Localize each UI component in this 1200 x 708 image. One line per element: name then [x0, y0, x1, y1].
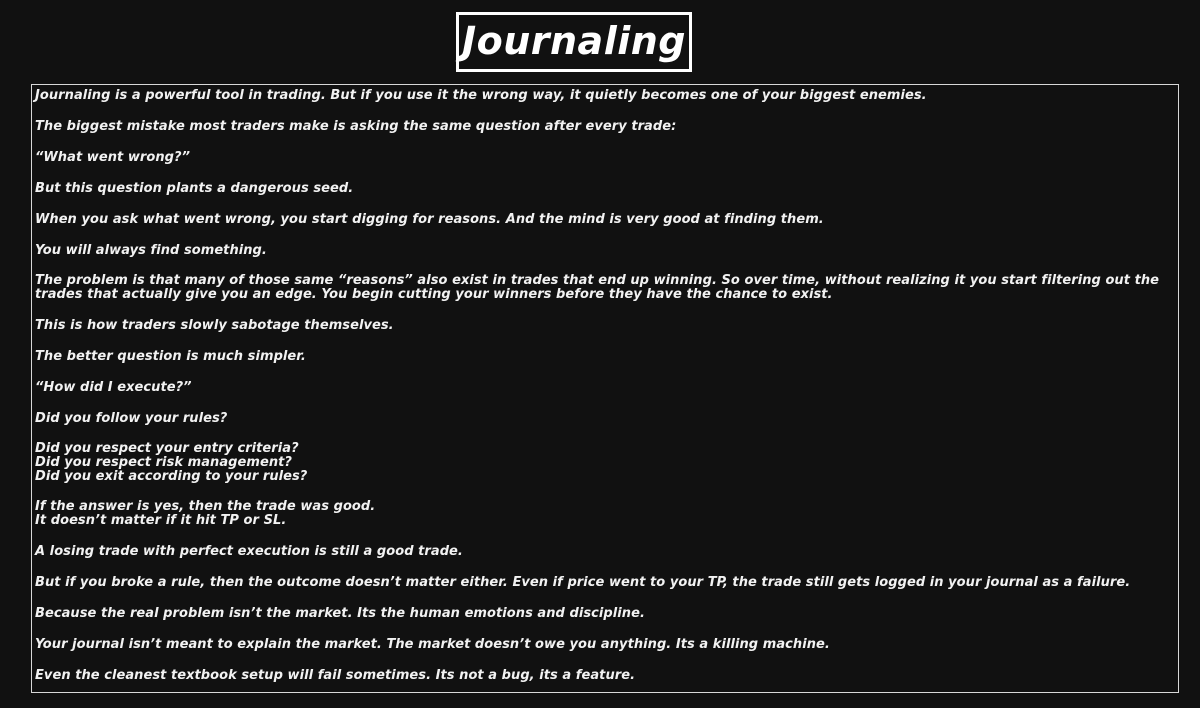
checklist-item-exit: Did you exit according to your rules? [35, 469, 308, 484]
paragraph-how-execute: “How did I execute?” [35, 380, 192, 395]
verdict [35, 500, 1172, 528]
paragraph-sabotage: This is how traders slowly sabotage themselves. [35, 318, 394, 333]
paragraph-mistake: The biggest mistake most traders make is asking the same question after every trade: [35, 119, 677, 134]
paragraph-textbook-setup: Even the cleanest textbook setup will fail sometimes. Its not a bug, its a feature. [35, 668, 636, 683]
paragraph-dangerous-seed: But this question plants a dangerous seed. [35, 181, 354, 196]
paragraph-find-something: You will always find something. [35, 243, 267, 258]
content-box [31, 84, 1179, 693]
paragraph-follow-rules: Did you follow your rules? [35, 411, 228, 426]
page-title: Journaling [461, 19, 687, 63]
verdict-line-tp-sl: It doesn’t matter if it hit TP or SL. [35, 513, 287, 528]
paragraph-real-problem: Because the real problem isn’t the market. Its the human emotions and discipline. [35, 606, 645, 621]
checklist-item-entry: Did you respect your entry criteria? [35, 441, 299, 456]
title-box [456, 12, 692, 72]
paragraph-losing-trade: A losing trade with perfect execution is still a good trade. [35, 544, 463, 559]
verdict-line-good: If the answer is yes, then the trade was good. [35, 499, 376, 514]
checklist [35, 442, 1172, 484]
paragraph-problem: The problem is that many of those same “reasons” also exist in trades that end up winning. So over time, without realizing it you start filtering out the trades that actually give you an edge. You begin cutting your winners before they have the chance to exist. [35, 273, 1160, 302]
checklist-item-risk: Did you respect risk management? [35, 455, 293, 470]
paragraph-broke-rule: But if you broke a rule, then the outcome doesn’t matter either. Even if price went to your TP, the trade still gets logged in your journal as a failure. [35, 575, 1131, 590]
paragraph-digging: When you ask what went wrong, you start digging for reasons. And the mind is very good at finding them. [35, 212, 824, 227]
paragraph-journal-purpose: Your journal isn’t meant to explain the market. The market doesn’t owe you anything. Its a killing machine. [35, 637, 830, 652]
paragraph-better-question: The better question is much simpler. [35, 349, 306, 364]
paragraph-intro: Journaling is a powerful tool in trading. But if you use it the wrong way, it quietly becomes one of your biggest enemies. [35, 88, 927, 103]
paragraph-what-went-wrong: “What went wrong?” [35, 150, 191, 165]
